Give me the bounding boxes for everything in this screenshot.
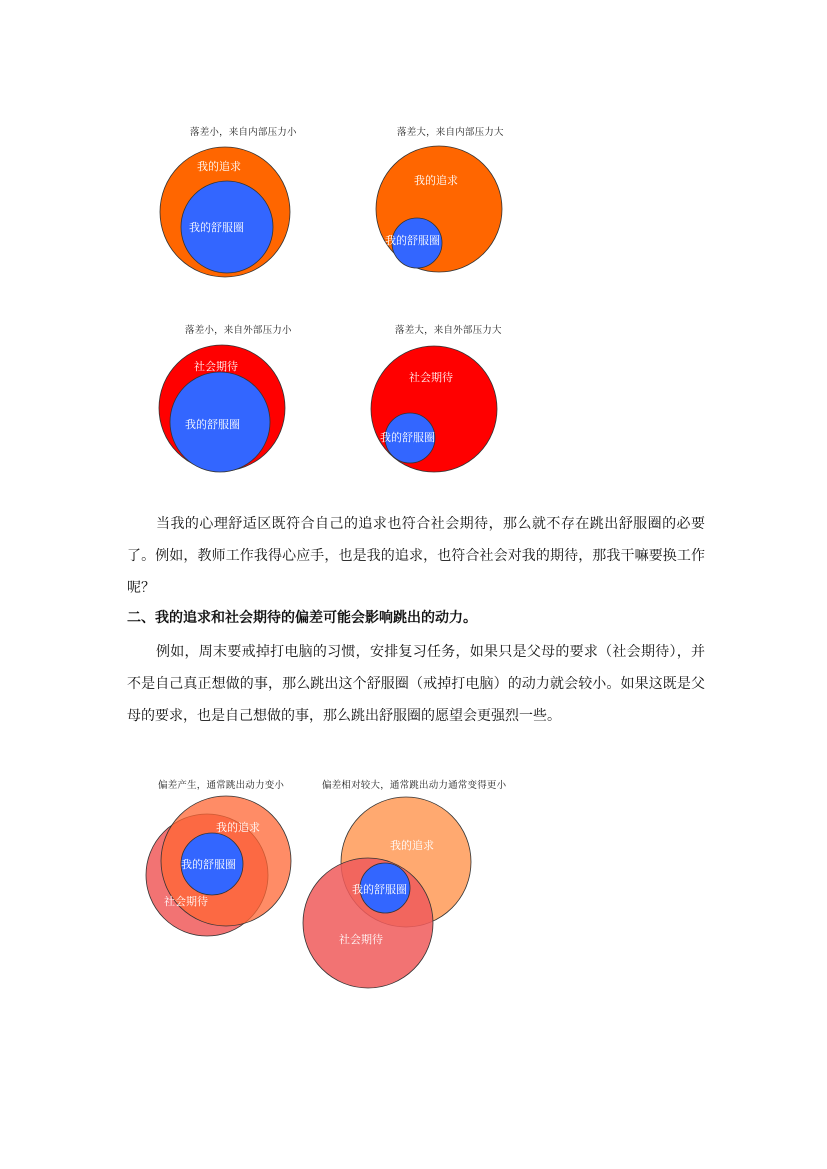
paragraph-2: 例如，周末要戒掉打电脑的习惯，安排复习任务，如果只是父母的要求（社会期待），并不是自己真正想做的事，那么跳出这个舒服圈（戒掉打电脑）的动力就会较小。如果这既是父母的要求，也是自己想做的事，那么跳出舒服圈的愿望会更强烈一些。 xyxy=(127,644,705,724)
comfort-label: 我的舒服圈 xyxy=(189,221,244,234)
social-label: 社会期待 xyxy=(164,895,208,908)
pursuit-label: 我的追求 xyxy=(390,839,434,852)
diagram-mid-left xyxy=(150,340,300,480)
diagram-bottom-left xyxy=(140,795,300,945)
caption-top-left: 落差小，来自内部压力小 xyxy=(190,127,297,138)
caption-bottom-right: 偏差相对较大，通常跳出动力通常变得更小 xyxy=(322,780,507,791)
social-label: 社会期待 xyxy=(409,371,453,384)
caption-mid-left: 落差小，来自外部压力小 xyxy=(185,325,292,336)
caption-mid-right: 落差大，来自外部压力大 xyxy=(395,325,502,336)
pursuit-label: 我的追求 xyxy=(414,174,458,187)
pursuit-label: 我的追求 xyxy=(197,160,241,173)
caption-top-right: 落差大，来自内部压力大 xyxy=(397,127,504,138)
diagram-top-right xyxy=(370,140,510,280)
pursuit-label: 我的追求 xyxy=(216,821,260,834)
diagram-top-left xyxy=(150,150,300,280)
comfort-label: 我的舒服圈 xyxy=(185,418,240,431)
caption-bottom-left: 偏差产生，通常跳出动力变小 xyxy=(158,780,285,791)
comfort-label: 我的舒服圈 xyxy=(385,234,440,247)
social-label: 社会期待 xyxy=(339,933,383,946)
comfort-label: 我的舒服圈 xyxy=(380,431,435,444)
social-label: 社会期待 xyxy=(194,360,238,373)
section-heading: 二、我的追求和社会期待的偏差可能会影响跳出的动力。 xyxy=(127,610,477,626)
paragraph-1: 当我的心理舒适区既符合自己的追求也符合社会期待，那么就不存在跳出舒服圈的必要了。例如，教师工作我得心应手，也是我的追求，也符合社会对我的期待，那我干嘛要换工作呢？ xyxy=(127,516,705,596)
diagram-bottom-right xyxy=(298,795,478,995)
comfort-label: 我的舒服圈 xyxy=(181,858,236,871)
comfort-label: 我的舒服圈 xyxy=(352,883,407,896)
diagram-mid-right xyxy=(365,340,505,470)
